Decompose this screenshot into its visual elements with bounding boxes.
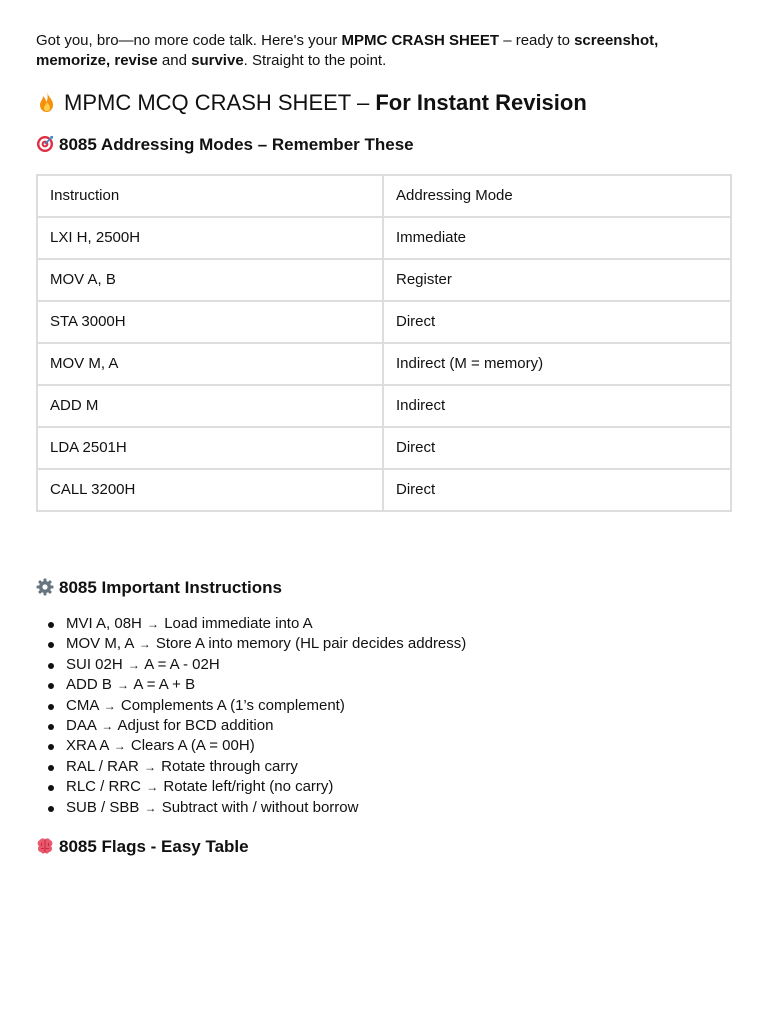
table-cell-mode: Indirect <box>383 385 731 427</box>
table-row <box>37 427 731 469</box>
section-heading-instructions <box>36 577 282 602</box>
table-row <box>37 343 731 385</box>
instruction-desc: Rotate left/right (no carry) <box>163 778 334 796</box>
target-icon <box>36 135 54 159</box>
arrow-icon: → <box>103 698 116 713</box>
list-item <box>36 736 466 756</box>
intro-bold-crash-sheet: MPMC CRASH SHEET <box>341 32 500 49</box>
arrow-icon: → <box>143 759 156 774</box>
instruction-desc: A = A - 02H <box>144 655 220 673</box>
arrow-icon: → <box>113 739 126 754</box>
table-cell-mode: Direct <box>383 301 731 343</box>
intro-tail: . Straight to the point. <box>243 52 387 69</box>
list-item <box>36 655 466 675</box>
section-heading-text: 8085 Addressing Modes – Remember These <box>59 135 414 154</box>
table-row <box>37 469 731 511</box>
section-heading-flags <box>36 836 249 861</box>
instruction-desc: Rotate through carry <box>161 757 298 775</box>
bullet-icon <box>48 622 54 628</box>
instruction-desc: Complements A (1’s complement) <box>120 696 345 714</box>
table-row <box>37 217 731 259</box>
table-row <box>37 259 731 301</box>
instruction-op: XRA A <box>66 737 109 755</box>
instruction-op: RAL / RAR <box>66 757 139 775</box>
section-heading-text: 8085 Important Instructions <box>59 578 282 597</box>
instruction-op: DAA <box>66 716 97 734</box>
section-heading-addressing-modes <box>36 134 414 159</box>
bullet-icon <box>48 683 54 689</box>
table-cell-mode: Indirect (M = memory) <box>383 343 731 385</box>
addressing-modes-table <box>36 174 732 512</box>
instruction-desc: Load immediate into A <box>164 615 313 632</box>
table-cell-instruction: MOV M, A <box>37 343 383 385</box>
arrow-icon: → <box>101 718 114 733</box>
arrow-icon: → <box>117 678 130 693</box>
intro-bold-survive: survive <box>191 52 244 69</box>
bullet-icon <box>48 806 54 812</box>
section-heading-text: 8085 Flags - Easy Table <box>59 837 249 856</box>
arrow-icon: → <box>127 657 140 672</box>
arrow-icon: → <box>144 800 157 815</box>
title-bold: For Instant Revision <box>375 90 587 115</box>
intro-bold-actions: screenshot, memorize, revise <box>36 32 659 69</box>
table-cell-mode: Immediate <box>383 217 731 259</box>
list-item <box>36 777 466 797</box>
instruction-op: MVI A, 08H <box>66 615 142 632</box>
table-cell-mode: Register <box>383 259 731 301</box>
bullet-icon <box>48 765 54 771</box>
intro-and: and <box>157 52 192 69</box>
bullet-icon <box>48 724 54 730</box>
bullet-icon <box>48 642 54 648</box>
table-row <box>37 301 731 343</box>
bullet-icon <box>48 663 54 669</box>
fire-icon <box>36 91 58 120</box>
instruction-op: MOV M, A <box>66 635 134 653</box>
list-item <box>36 675 466 695</box>
instruction-desc: A = A + B <box>133 676 196 694</box>
instruction-op: CMA <box>66 696 99 714</box>
table-cell-instruction: LXI H, 2500H <box>37 217 383 259</box>
brain-icon <box>36 837 54 861</box>
intro-mid: – ready to <box>499 32 575 49</box>
list-item <box>36 634 466 654</box>
instruction-desc: Adjust for BCD addition <box>117 716 274 734</box>
list-item <box>36 716 466 736</box>
gear-icon <box>36 578 54 602</box>
arrow-icon: → <box>146 780 159 795</box>
bullet-icon <box>48 744 54 750</box>
bullet-icon <box>48 704 54 710</box>
instruction-desc: Subtract with / without borrow <box>161 798 359 816</box>
table-cell-instruction: CALL 3200H <box>37 469 383 511</box>
intro-paragraph <box>36 31 736 71</box>
arrow-icon: → <box>138 637 151 652</box>
instruction-op: ADD B <box>66 676 112 694</box>
instruction-op: SUB / SBB <box>66 798 140 816</box>
table-header-cell: Addressing Mode <box>383 175 731 217</box>
list-item <box>36 757 466 777</box>
instruction-op: RLC / RRC <box>66 778 142 796</box>
table-cell-instruction: LDA 2501H <box>37 427 383 469</box>
table-cell-instruction: ADD M <box>37 385 383 427</box>
list-item <box>36 696 466 716</box>
table-cell-instruction: MOV A, B <box>37 259 383 301</box>
table-cell-instruction: STA 3000H <box>37 301 383 343</box>
table-row <box>37 385 731 427</box>
table-header-row <box>37 175 731 217</box>
title-text: MPMC MCQ CRASH SHEET – <box>64 90 376 115</box>
arrow-icon: → <box>147 617 160 631</box>
instruction-desc: Clears A (A = 00H) <box>130 737 255 755</box>
table-cell-mode: Direct <box>383 427 731 469</box>
list-item <box>36 614 466 634</box>
table-header-cell: Instruction <box>37 175 383 217</box>
list-item <box>36 798 466 818</box>
table-cell-mode: Direct <box>383 469 731 511</box>
intro-lead: Got you, bro—no more code talk. Here's your <box>36 32 342 49</box>
instruction-op: SUI 02H <box>66 655 123 673</box>
instruction-desc: Store A into memory (HL pair decides address) <box>155 635 467 653</box>
instructions-list <box>36 614 466 818</box>
bullet-icon <box>48 785 54 791</box>
page-title <box>36 89 587 120</box>
